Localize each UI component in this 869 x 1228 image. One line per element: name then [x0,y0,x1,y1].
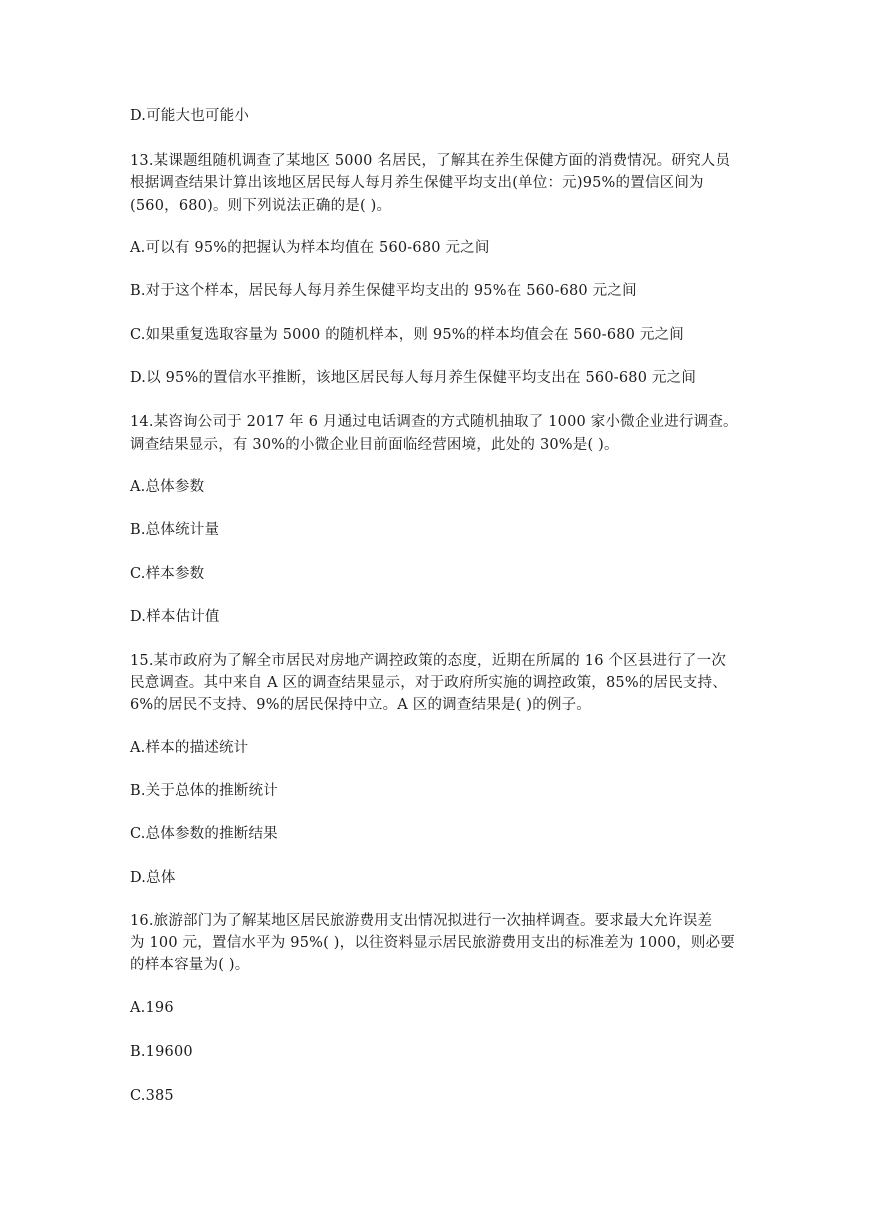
q13-option-c: C.如果重复选取容量为 5000 的随机样本，则 95%的样本均值会在 560-680 元之间 [130,327,685,343]
q15-option-c: C.总体参数的推断结果 [130,826,278,842]
q14-option-c: C.样本参数 [130,566,205,582]
q15-option-a: A.样本的描述统计 [130,740,249,756]
q12-option-d: D.可能大也可能小 [130,108,250,124]
q16-stem-line-3: 的样本容量为( )。 [130,957,250,973]
q16-stem-line-2: 为 100 元，置信水平为 95%( )，以往资料显示居民旅游费用支出的标准差为 1000，则必要 [130,935,735,951]
q15-option-b: B.关于总体的推断统计 [130,783,278,799]
q15-stem-line-2: 民意调查。其中来自 A 区的调查结果显示，对于政府所实施的调控政策，85%的居民支持、 [130,675,728,691]
q14-option-a: A.总体参数 [130,479,205,495]
q15-stem-line-3: 6%的居民不支持、9%的居民保持中立。A 区的调查结果是( )的例子。 [130,697,592,713]
q13-option-a: A.可以有 95%的把握认为样本均值在 560-680 元之间 [130,240,490,256]
q14-option-b: B.总体统计量 [130,522,220,538]
q13-option-d: D.以 95%的置信水平推断，该地区居民每人每月养生保健平均支出在 560-680 元之间 [130,370,697,386]
q16-option-c: C.385 [130,1088,174,1104]
q13-stem-line-1: 13.某课题组随机调查了某地区 5000 名居民，了解其在养生保健方面的消费情况。研究人员 [130,153,731,169]
q16-option-a: A.196 [130,1000,174,1016]
q13-stem-line-2: 根据调查结果计算出该地区居民每人每月养生保健平均支出(单位：元)95%的置信区间为 [130,175,704,191]
q16-option-b: B.19600 [130,1044,193,1060]
q14-option-d: D.样本估计值 [130,609,220,625]
q14-stem-line-1: 14.某咨询公司于 2017 年 6 月通过电话调查的方式随机抽取了 1000 家小微企业进行调查。 [130,414,738,430]
q13-stem-line-3: (560，680)。则下列说法正确的是( )。 [130,198,392,214]
q13-option-b: B.对于这个样本，居民每人每月养生保健平均支出的 95%在 560-680 元之间 [130,283,637,299]
q15-option-d: D.总体 [130,870,176,886]
q15-stem-line-1: 15.某市政府为了解全市居民对房地产调控政策的态度，近期在所属的 16 个区县进行了一次 [130,653,727,669]
q14-stem-line-2: 调查结果显示，有 30%的小微企业目前面临经营困境，此处的 30%是( )。 [130,437,619,453]
q16-stem-line-1: 16.旅游部门为了解某地区居民旅游费用支出情况拟进行一次抽样调查。要求最大允许误差 [130,913,713,929]
